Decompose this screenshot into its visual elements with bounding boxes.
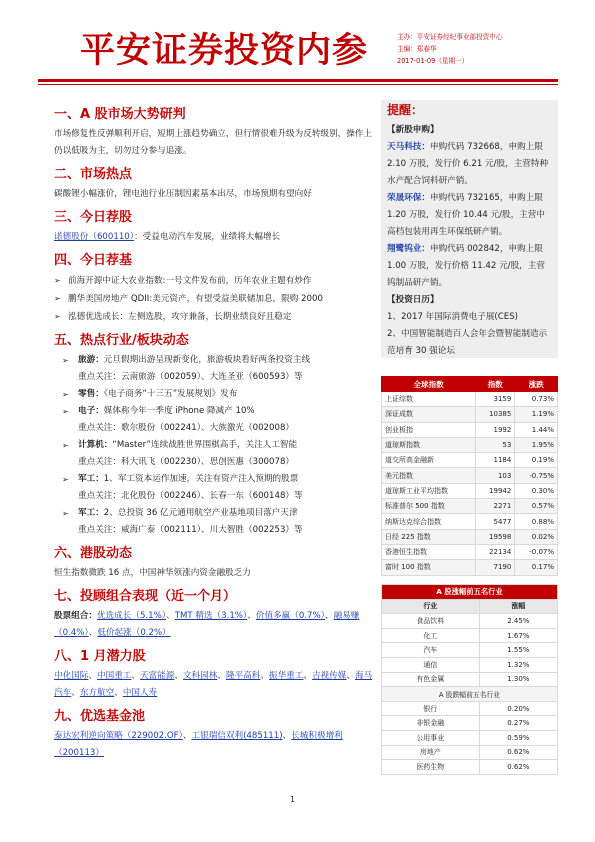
stock-pick-link[interactable]: 诺德股份（600110） (54, 232, 135, 242)
table-cell: 1184 (476, 453, 515, 468)
section-title-potential: 八、1 月潜力股 (54, 649, 146, 664)
table-cell: 深证成数 (382, 407, 476, 422)
table-cell: 有色金属 (382, 672, 480, 687)
table-row (382, 701, 558, 716)
section-title-fund-pick: 四、今日荐基 (54, 253, 133, 268)
table-cell: 19598 (476, 529, 515, 544)
table-cell: 0.17% (515, 560, 558, 575)
table-cell: 0.30% (515, 483, 558, 498)
table-cell: 日经 225 指数 (382, 529, 476, 544)
reminder-title: 提醒： (387, 103, 424, 117)
col-header: 全球指数 (382, 377, 476, 392)
table-cell: 医药生物 (382, 760, 480, 775)
table-cell: 1.19% (515, 407, 558, 422)
ipo-header: 【新股申购】 (387, 125, 439, 135)
table-row (382, 529, 558, 544)
focus-stocks: 重点关注：威海广泰（002111）、川大智胜（002253）等 (78, 525, 303, 535)
table-row (382, 453, 558, 468)
table-row (382, 672, 558, 687)
table-row (382, 483, 558, 498)
table-row (382, 422, 558, 437)
table-cell: 103 (476, 468, 515, 483)
list-item: ➢ 计算机：“Master”连续战胜世界围棋高手，关注人工智能 (54, 437, 374, 454)
table-cell: 7190 (476, 560, 515, 575)
index-table-body (382, 392, 558, 576)
meta-editor: 主编：郑春华 (397, 45, 437, 53)
table-cell: 2271 (476, 499, 515, 514)
header-rule (38, 79, 558, 82)
table-cell: 1.30% (479, 672, 557, 687)
table-row (382, 643, 558, 658)
table-cell: 0.20% (479, 701, 557, 716)
portfolio-link[interactable]: 低价起涨（0.2%） (97, 628, 171, 638)
fund-link[interactable]: 工银瑞信双利(485111) (191, 731, 283, 741)
list-item: ➢ 电子：媒体称今年一季度 iPhone 降减产 10% (54, 403, 374, 420)
table-cell: 53 (476, 437, 515, 452)
table-cell: 0.59% (479, 730, 557, 745)
section-title-stock-pick: 三、今日荐股 (54, 210, 133, 225)
table-cell: 美元指数 (382, 468, 476, 483)
potential-stock-link[interactable]: 隆平高科 (226, 671, 261, 681)
portfolio-link[interactable]: TMT 精选（3.1%） (174, 611, 248, 621)
table-cell: 香港恒生指数 (382, 544, 476, 559)
industry-table (381, 584, 558, 775)
table-cell: 房地产 (382, 745, 480, 760)
table-cell: 食品饮料 (382, 614, 480, 629)
table-row (382, 544, 558, 559)
portfolio-link[interactable]: 优选成长（5.1%） (96, 611, 167, 621)
table-cell: 上证综数 (382, 392, 476, 407)
global-index-table (381, 376, 558, 576)
table-cell: 1.32% (479, 657, 557, 672)
table-row (382, 687, 558, 702)
reminder-body (387, 122, 553, 360)
header-rule-thin (38, 84, 558, 85)
col-header: 涨跌 (515, 377, 558, 392)
table-title: A 股涨幅前五名行业 (382, 585, 558, 600)
potential-stock-link[interactable]: 中国人寿 (122, 688, 158, 698)
section-title-hotspot: 二、市场热点 (54, 167, 133, 182)
section-title-portfolio: 七、投顾组合表现（近一个月） (54, 589, 237, 604)
list-item: ➢ 旅游：元旦假期出游呈现新变化，旅游板块看好两条投资主线 (54, 352, 374, 369)
market-outlook-text: 市场修复性反弹顺利开启，短期上涨趋势确立，但行情很难升级为反转级别，操作上仍以低吸为主，切勿过分参与追涨。 (54, 129, 372, 156)
table-row (382, 657, 558, 672)
list-item: ➢ 前海开源中证大农业指数:一号文件发布前，历年农业主题有炒作 (54, 272, 374, 290)
table-row (382, 407, 558, 422)
table-row (382, 437, 558, 452)
table-title: A 股跌幅前五名行业 (382, 687, 558, 702)
list-item: ➢ 泓德优选成长：左侧选股，攻守兼备，长期业绩良好且稳定 (54, 308, 374, 326)
main-column (54, 106, 374, 762)
section-title-market: 一、A 股市场大势研判 (54, 107, 186, 122)
table-cell: 22134 (476, 544, 515, 559)
table-cell: 道交所高金融新 (382, 453, 476, 468)
fund-pool: 泰达宏利逆向策略（229002.OF）、工银瑞信双利(485111)、长城积极增利（200113） (54, 731, 343, 758)
table-cell: 3159 (476, 392, 515, 407)
page-number: 1 (290, 795, 296, 804)
calendar-item: 2、中国智能制造百人会年会暨智能制造示范培育 30 强论坛 (387, 329, 548, 356)
potential-stock-link[interactable]: 吉视传媒 (312, 671, 347, 681)
portfolio-label: 股票组合： (54, 611, 97, 621)
col-header: 涨幅 (479, 599, 557, 614)
list-item: ➢ 零售：《电子商务“十三五”发展规划》发布 (54, 386, 374, 403)
potential-stocks: 中化国际、中国重工、天富能源、文科园林、隆平高科、振华重工、吉视传媒、海马汽车、东方航空、中国人寿 (54, 671, 373, 698)
table-cell: 0.19% (515, 453, 558, 468)
table-cell: 1.44% (515, 422, 558, 437)
table-cell: 公用事业 (382, 730, 480, 745)
table-cell: 1.55% (479, 643, 557, 658)
potential-stock-link[interactable]: 中国重工 (97, 671, 132, 681)
table-cell: 0.62% (479, 760, 557, 775)
table-row (382, 392, 558, 407)
table-cell: 1992 (476, 422, 515, 437)
table-cell: -0.07% (515, 544, 558, 559)
table-cell: -0.75% (515, 468, 558, 483)
table-cell: 化工 (382, 628, 480, 643)
fund-link[interactable]: 泰达宏利逆向策略（229002.OF） (54, 731, 183, 741)
fund-pick-list (54, 272, 374, 326)
table-cell: 0.57% (515, 499, 558, 514)
meta-organizer: 主办：平安证券经纪事业部投资中心 (397, 33, 503, 41)
table-cell: 5477 (476, 514, 515, 529)
ipo-item: 天马科技：申购代码 732668，申购上限 2.10 万股，发行价 6.21 元/股，主营特种水产配合饲料研产销。 (387, 142, 549, 186)
section-title-industry: 五、热点行业/板块动态 (54, 333, 189, 348)
table-cell: 纳斯达克综合指数 (382, 514, 476, 529)
focus-stocks: 重点关注：歌尔股份（002241）、大族激光（002008） (78, 423, 294, 433)
ipo-item: 荣晟环保：申购代码 732165，申购上限 1.20 万股，发行价 10.44 元/股，主营中高档包装用再生环保纸研产销。 (387, 193, 545, 237)
table-cell: 10385 (476, 407, 515, 422)
section-title-hk: 六、港股动态 (54, 546, 133, 561)
table-cell: 创业板指 (382, 422, 476, 437)
table-cell: 0.73% (515, 392, 558, 407)
portfolio-link[interactable]: 融易赚（0.4%） (54, 611, 360, 638)
table-row (382, 560, 558, 575)
table-cell: 非银金融 (382, 716, 480, 731)
potential-stock-link[interactable]: 东方航空 (79, 688, 115, 698)
table-cell: 0.88% (515, 514, 558, 529)
fund-link[interactable]: 长城积极增利（200113） (54, 731, 343, 758)
table-cell: 0.62% (479, 745, 557, 760)
table-cell: 通信 (382, 657, 480, 672)
potential-stock-link[interactable]: 海马汽车 (54, 671, 373, 698)
table-cell: 标准普尔 500 指数 (382, 499, 476, 514)
ipo-item: 翔鹭钨业：申购代码 002842，申购上限 1.00 万股，发行价格 11.42 元/股，主营钨制品研产销。 (387, 244, 545, 288)
table-cell: 19942 (476, 483, 515, 498)
col-header: 行业 (382, 599, 480, 614)
list-item: ➢ 军工：2、总投资 36 亿元通用航空产业基地项目落户天津 (54, 505, 374, 522)
table-row (382, 716, 558, 731)
calendar-item: 1、2017 年国际消费电子展(CES) (387, 312, 519, 322)
table-row (382, 499, 558, 514)
table-cell: 银行 (382, 701, 480, 716)
table-cell: 1.67% (479, 628, 557, 643)
list-item: ➢ 军工：1、军工资本运作加速，关注有资产注入预期的股票 (54, 471, 374, 488)
table-cell: 富时 100 指数 (382, 560, 476, 575)
table-cell: 道琼斯工业平均指数 (382, 483, 476, 498)
table-row (382, 730, 558, 745)
col-header: 指数 (476, 377, 515, 392)
table-cell: 0.02% (515, 529, 558, 544)
industry-table-body (382, 585, 558, 775)
table-row (382, 599, 558, 614)
calendar-header: 【投资日历】 (387, 295, 439, 305)
table-row (382, 468, 558, 483)
focus-stocks: 重点关注：科大讯飞（002230）、思创医惠（300078） (78, 457, 294, 467)
table-row (382, 760, 558, 775)
hk-market-text: 恒生指数微跌 16 点，中国神华领涨内资金融股乏力 (54, 568, 251, 578)
table-cell: 0.27% (479, 716, 557, 731)
meta-date: 2017-01-09（星期一） (397, 57, 469, 65)
table-cell: 道琼斯指数 (382, 437, 476, 452)
header-meta (397, 31, 503, 67)
portfolio-link[interactable]: 价值多赢（0.7%） (255, 611, 325, 621)
table-row (382, 585, 558, 600)
table-row (382, 745, 558, 760)
table-cell: 汽车 (382, 643, 480, 658)
table-row (382, 614, 558, 629)
focus-stocks: 重点关注：云南旅游（002059）、大连圣亚（600593）等 (78, 372, 303, 382)
list-item: ➢ 鹏华美国房地产 QDII:美元资产，有望受益美联储加息，限购 2000 (54, 290, 374, 308)
table-cell: 2.45% (479, 614, 557, 629)
potential-stock-link[interactable]: 文科园林 (183, 671, 218, 681)
table-row (382, 628, 558, 643)
section-title-funds: 九、优选基金池 (54, 709, 146, 724)
stock-pick-reason: ：受益电动汽车发展，业绩将大幅增长 (134, 232, 281, 242)
potential-stock-link[interactable]: 天富能源 (140, 671, 175, 681)
potential-stock-link[interactable]: 中化国际 (54, 671, 89, 681)
stock-pick (54, 229, 374, 246)
potential-stock-link[interactable]: 振华重工 (269, 671, 304, 681)
table-cell: 1.95% (515, 437, 558, 452)
focus-stocks: 重点关注：北化股份（002246）、长春一东（600148）等 (78, 491, 303, 501)
brand-title: 平安证券投资内参 (80, 31, 369, 71)
industry-news-list (54, 352, 374, 539)
table-row (382, 514, 558, 529)
portfolio-performance: 股票组合：优选成长（5.1%）、TMT 精选（3.1%）、价值多赢（0.7%）、融易赚（0.4%）、低价起涨（0.2%） (54, 611, 360, 638)
hotspot-text: 碳酸锂小幅涨价，锂电池行业压制因素基本出尽，市场预期有望向好 (54, 189, 312, 199)
